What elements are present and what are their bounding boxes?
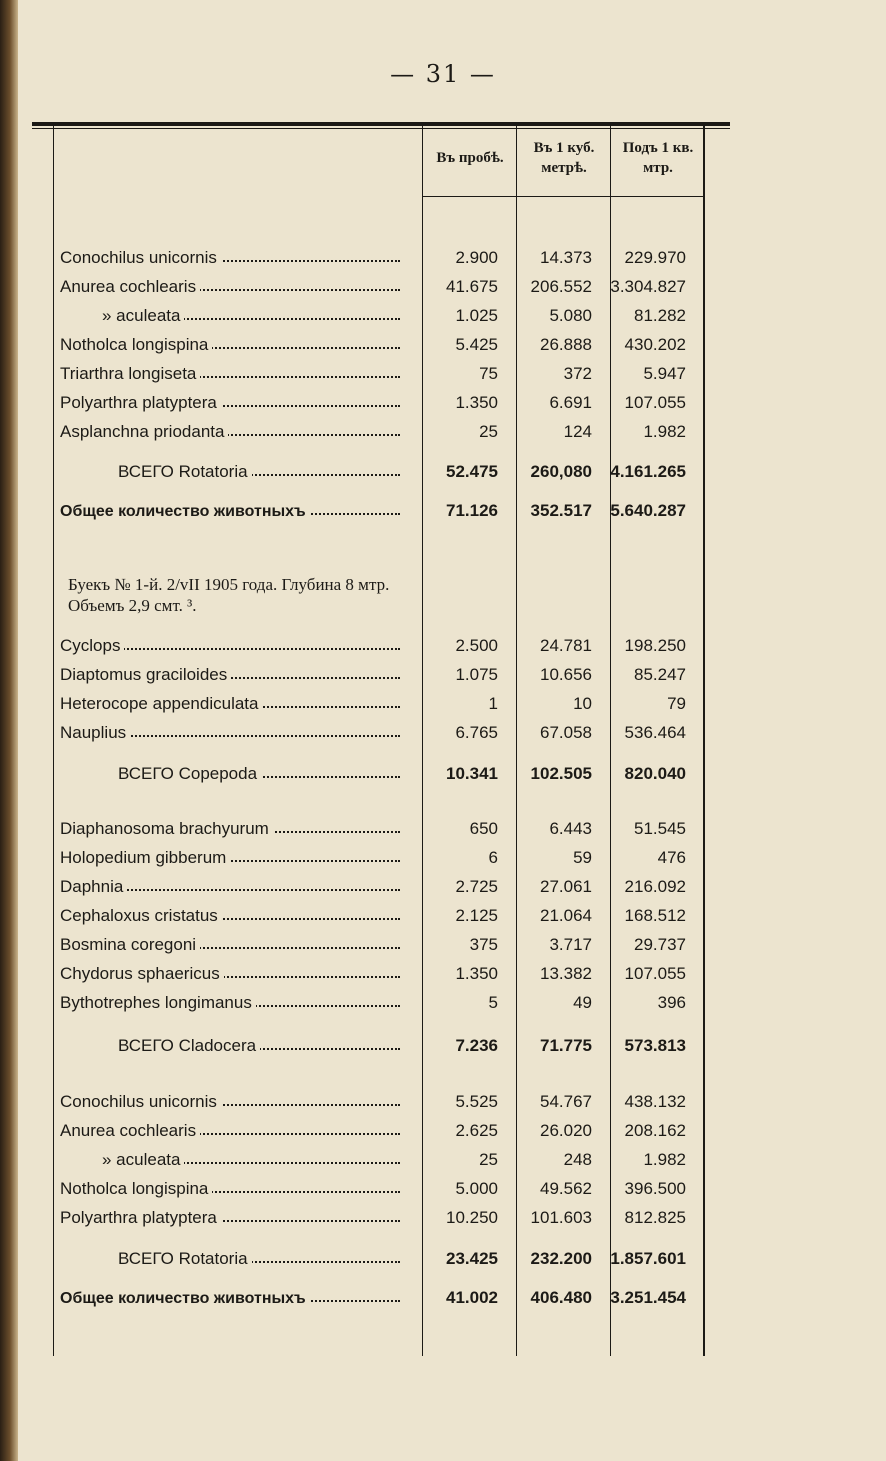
row-label bbox=[60, 935, 406, 955]
count-per-cubic-meter: 10 bbox=[573, 694, 592, 713]
count-per-cubic-meter: 3.717 bbox=[549, 935, 592, 954]
count-per-square-meter: 5.947 bbox=[643, 364, 686, 383]
count-per-cubic-meter: 101.603 bbox=[530, 1208, 592, 1227]
count-in-sample: 2.725 bbox=[455, 877, 498, 896]
count-per-cubic-meter: 232.200 bbox=[530, 1249, 592, 1268]
row-label bbox=[60, 364, 406, 384]
row-label bbox=[60, 422, 406, 442]
table-row bbox=[60, 273, 710, 301]
count-per-square-meter: 216.092 bbox=[624, 877, 686, 896]
table-row bbox=[60, 418, 710, 446]
count-per-cubic-meter: 27.061 bbox=[540, 877, 592, 896]
species-name: Cephaloxus cristatus bbox=[60, 906, 222, 925]
left-table-rule bbox=[53, 126, 54, 1356]
count-per-square-meter: 396.500 bbox=[624, 1179, 686, 1198]
row-label bbox=[60, 993, 406, 1013]
species-name: Heterocope appendiculata bbox=[60, 694, 262, 713]
count-per-square-meter: 29.737 bbox=[634, 935, 686, 954]
species-name: ВСЕГО Cladocera bbox=[60, 1036, 260, 1055]
row-label bbox=[60, 1121, 406, 1141]
species-name: Anurea cochlearis bbox=[60, 277, 200, 296]
count-per-cubic-meter: 102.505 bbox=[530, 764, 592, 783]
row-label bbox=[60, 764, 406, 784]
count-per-cubic-meter: 54.767 bbox=[540, 1092, 592, 1111]
count-per-cubic-meter: 24.781 bbox=[540, 636, 592, 655]
row-label bbox=[60, 848, 406, 868]
species-name: Bosmina coregoni bbox=[60, 935, 200, 954]
count-per-cubic-meter: 67.058 bbox=[540, 723, 592, 742]
table-row bbox=[60, 331, 710, 359]
count-in-sample: 6 bbox=[488, 848, 498, 867]
count-per-cubic-meter: 5.080 bbox=[549, 306, 592, 325]
table-row bbox=[60, 873, 710, 901]
species-name: Общее количество животныхъ bbox=[60, 503, 310, 520]
species-name: Notholca longispina bbox=[60, 335, 212, 354]
row-label bbox=[60, 393, 406, 413]
count-per-square-meter: 5.640.287 bbox=[610, 501, 686, 520]
table-row bbox=[60, 902, 710, 930]
count-per-cubic-meter: 21.064 bbox=[540, 906, 592, 925]
row-label bbox=[60, 277, 406, 297]
table-row bbox=[60, 931, 710, 959]
count-per-cubic-meter: 49 bbox=[573, 993, 592, 1012]
table-top-rule-thin bbox=[32, 128, 730, 129]
count-per-cubic-meter: 10.656 bbox=[540, 665, 592, 684]
count-per-square-meter: 107.055 bbox=[624, 393, 686, 412]
count-in-sample: 41.675 bbox=[446, 277, 498, 296]
count-in-sample: 2.125 bbox=[455, 906, 498, 925]
count-per-cubic-meter: 372 bbox=[563, 364, 592, 383]
count-in-sample: 1.350 bbox=[455, 393, 498, 412]
table-row bbox=[60, 719, 710, 747]
species-name: Triarthra longiseta bbox=[60, 364, 200, 383]
table-row bbox=[60, 389, 710, 417]
count-per-square-meter: 198.250 bbox=[624, 636, 686, 655]
table-row bbox=[60, 360, 710, 388]
row-label bbox=[60, 335, 406, 355]
table-row bbox=[60, 1175, 710, 1203]
row-label bbox=[60, 964, 406, 984]
table-row bbox=[60, 661, 710, 689]
count-per-cubic-meter: 206.552 bbox=[530, 277, 592, 296]
count-per-cubic-meter: 248 bbox=[563, 1150, 592, 1169]
count-in-sample: 1 bbox=[488, 694, 498, 713]
row-label bbox=[60, 501, 406, 521]
count-in-sample: 71.126 bbox=[446, 501, 498, 520]
count-per-cubic-meter: 59 bbox=[573, 848, 592, 867]
count-per-square-meter: 1.982 bbox=[643, 422, 686, 441]
species-name: Chydorus sphaericus bbox=[60, 964, 224, 983]
count-in-sample: 52.475 bbox=[446, 462, 498, 481]
count-per-square-meter: 79 bbox=[667, 694, 686, 713]
count-per-square-meter: 229.970 bbox=[624, 248, 686, 267]
count-per-square-meter: 4.161.265 bbox=[610, 462, 686, 481]
count-in-sample: 1.075 bbox=[455, 665, 498, 684]
book-spine-shadow bbox=[0, 0, 18, 1461]
count-per-cubic-meter: 406.480 bbox=[530, 1288, 592, 1307]
count-per-cubic-meter: 6.443 bbox=[549, 819, 592, 838]
species-name: Asplanchna priodanta bbox=[60, 422, 228, 441]
header-per-cubic-meter: Въ 1 куб. метрѣ. bbox=[533, 140, 595, 176]
species-name: » aculeata bbox=[60, 1150, 184, 1169]
table-row bbox=[60, 302, 710, 330]
species-name: Bythotrephes longimanus bbox=[60, 993, 256, 1012]
count-per-square-meter: 1.857.601 bbox=[610, 1249, 686, 1268]
row-label bbox=[60, 906, 406, 926]
row-label bbox=[60, 1288, 406, 1308]
count-in-sample: 1.025 bbox=[455, 306, 498, 325]
count-in-sample: 41.002 bbox=[446, 1288, 498, 1307]
count-per-square-meter: 3.251.454 bbox=[610, 1288, 686, 1307]
count-per-cubic-meter: 260,080 bbox=[530, 462, 592, 481]
species-name: Общее количество животныхъ bbox=[60, 1290, 310, 1307]
count-per-square-meter: 51.545 bbox=[634, 819, 686, 838]
count-in-sample: 6.765 bbox=[455, 723, 498, 742]
row-label bbox=[60, 1208, 406, 1228]
count-in-sample: 5.000 bbox=[455, 1179, 498, 1198]
header-per-square-meter: Подъ 1 кв. мтр. bbox=[622, 140, 694, 176]
species-name: ВСЕГО Copepoda bbox=[60, 764, 261, 783]
species-name: Daphnia bbox=[60, 877, 127, 896]
subtotal-row bbox=[60, 1032, 710, 1060]
count-per-cubic-meter: 14.373 bbox=[540, 248, 592, 267]
table-row bbox=[60, 960, 710, 988]
count-in-sample: 1.350 bbox=[455, 964, 498, 983]
grand-total-row bbox=[60, 497, 710, 525]
count-in-sample: 2.900 bbox=[455, 248, 498, 267]
row-label bbox=[60, 1179, 406, 1199]
count-in-sample: 5.525 bbox=[455, 1092, 498, 1111]
count-per-square-meter: 430.202 bbox=[624, 335, 686, 354]
table-row bbox=[60, 632, 710, 660]
row-label bbox=[60, 1249, 406, 1269]
count-in-sample: 5.425 bbox=[455, 335, 498, 354]
header-bottom-rule bbox=[422, 196, 704, 197]
count-per-cubic-meter: 26.888 bbox=[540, 335, 592, 354]
row-label bbox=[60, 1036, 406, 1056]
count-per-cubic-meter: 71.775 bbox=[540, 1036, 592, 1055]
count-in-sample: 75 bbox=[479, 364, 498, 383]
subtotal-row bbox=[60, 760, 710, 788]
header-in-sample: Въ пробѣ. bbox=[436, 150, 504, 166]
species-name: Conochilus unicornis bbox=[60, 1092, 221, 1111]
count-per-cubic-meter: 49.562 bbox=[540, 1179, 592, 1198]
row-label bbox=[60, 462, 406, 482]
count-per-square-meter: 438.132 bbox=[624, 1092, 686, 1111]
table-row bbox=[60, 989, 710, 1017]
count-per-square-meter: 81.282 bbox=[634, 306, 686, 325]
row-label bbox=[60, 248, 406, 268]
species-name: ВСЕГО Rotatoria bbox=[60, 1249, 252, 1268]
species-name: Holopedium gibberum bbox=[60, 848, 230, 867]
species-name: Conochilus unicornis bbox=[60, 248, 221, 267]
table-row bbox=[60, 844, 710, 872]
species-name: Polyarthra platyptera bbox=[60, 1208, 221, 1227]
count-per-cubic-meter: 124 bbox=[563, 422, 592, 441]
row-label bbox=[60, 665, 406, 685]
table-row bbox=[60, 1146, 710, 1174]
row-label bbox=[60, 306, 406, 326]
count-per-cubic-meter: 6.691 bbox=[549, 393, 592, 412]
count-per-square-meter: 208.162 bbox=[624, 1121, 686, 1140]
count-per-square-meter: 573.813 bbox=[624, 1036, 686, 1055]
row-label bbox=[60, 877, 406, 897]
count-per-cubic-meter: 352.517 bbox=[530, 501, 592, 520]
table-row bbox=[60, 244, 710, 272]
count-in-sample: 375 bbox=[469, 935, 498, 954]
row-label bbox=[60, 723, 406, 743]
table-row bbox=[60, 1204, 710, 1232]
count-in-sample: 2.625 bbox=[455, 1121, 498, 1140]
row-label bbox=[60, 1092, 406, 1112]
table-top-rule bbox=[32, 122, 730, 126]
count-in-sample: 25 bbox=[479, 422, 498, 441]
subtotal-row bbox=[60, 1245, 710, 1273]
count-in-sample: 25 bbox=[479, 1150, 498, 1169]
species-name: ВСЕГО Rotatoria bbox=[60, 462, 252, 481]
count-in-sample: 7.236 bbox=[455, 1036, 498, 1055]
species-name: Diaptomus graciloides bbox=[60, 665, 231, 684]
count-per-square-meter: 396 bbox=[657, 993, 686, 1012]
row-label bbox=[60, 636, 406, 656]
table-row bbox=[60, 1117, 710, 1145]
species-name: Diaphanosoma brachyurum bbox=[60, 819, 273, 838]
row-label bbox=[60, 1150, 406, 1170]
table-row bbox=[60, 815, 710, 843]
count-per-square-meter: 536.464 bbox=[624, 723, 686, 742]
count-per-square-meter: 820.040 bbox=[624, 764, 686, 783]
species-name: Nauplius bbox=[60, 723, 130, 742]
count-per-square-meter: 812.825 bbox=[624, 1208, 686, 1227]
count-per-square-meter: 476 bbox=[657, 848, 686, 867]
count-per-cubic-meter: 26.020 bbox=[540, 1121, 592, 1140]
count-in-sample: 23.425 bbox=[446, 1249, 498, 1268]
species-name: Polyarthra platyptera bbox=[60, 393, 221, 412]
species-name: » aculeata bbox=[60, 306, 184, 325]
row-label bbox=[60, 819, 406, 839]
count-per-square-meter: 1.982 bbox=[643, 1150, 686, 1169]
count-per-square-meter: 85.247 bbox=[634, 665, 686, 684]
count-in-sample: 10.341 bbox=[446, 764, 498, 783]
count-in-sample: 10.250 bbox=[446, 1208, 498, 1227]
count-in-sample: 650 bbox=[469, 819, 498, 838]
table-row bbox=[60, 690, 710, 718]
count-in-sample: 2.500 bbox=[455, 636, 498, 655]
species-name: Anurea cochlearis bbox=[60, 1121, 200, 1140]
count-in-sample: 5 bbox=[488, 993, 498, 1012]
species-name: Cyclops bbox=[60, 636, 124, 655]
species-name: Notholca longispina bbox=[60, 1179, 212, 1198]
table-row bbox=[60, 1088, 710, 1116]
station-header: Буекъ № 1-й. 2/vII 1905 года. Глубина 8 мтр. Объемъ 2,9 смт. ³. bbox=[68, 575, 390, 615]
subtotal-row bbox=[60, 458, 710, 486]
row-label bbox=[60, 694, 406, 714]
count-per-square-meter: 168.512 bbox=[624, 906, 686, 925]
grand-total-row bbox=[60, 1284, 710, 1312]
count-per-cubic-meter: 13.382 bbox=[540, 964, 592, 983]
page-number: — 31 — bbox=[390, 60, 496, 88]
count-per-square-meter: 107.055 bbox=[624, 964, 686, 983]
count-per-square-meter: 3.304.827 bbox=[610, 277, 686, 296]
